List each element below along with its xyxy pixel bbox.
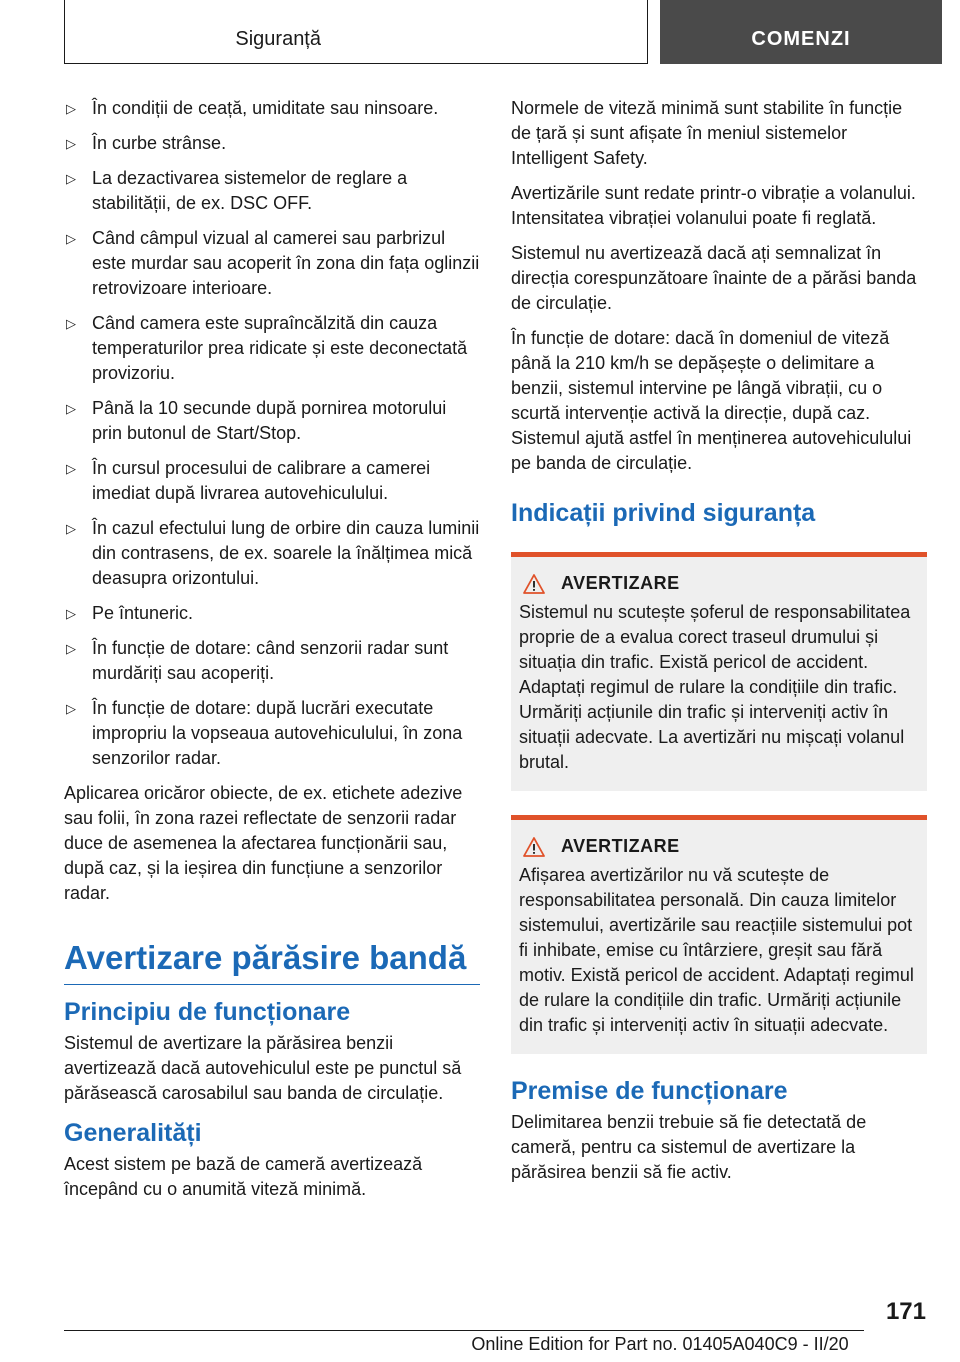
- list-item-text: Pe întuneric.: [92, 603, 194, 623]
- list-item: [64, 516, 480, 591]
- footer-divider: [64, 1330, 864, 1331]
- triangle-bullet-icon: ▷: [66, 231, 76, 246]
- list-item: [64, 696, 480, 771]
- list-item: [64, 601, 480, 626]
- paragraph: Sistemul nu avertizează dacă ați semnalizat în direcția corespunzătoare înainte de a părăsi banda de circulație.: [511, 243, 917, 313]
- triangle-bullet-icon: ▷: [66, 401, 76, 416]
- edition-link[interactable]: Online Edition for Part no. 01405A040C9 - II/20: [471, 1334, 849, 1354]
- warning-text: Sistemul nu scutește șoferul de responsabilitatea proprie de a evalua corect traseul drumului și situația din trafic. Există pericol de accident. Adaptați regimul de rulare la condițiile din trafic. Urmăriți acțiunile din trafic și interveniți activ în situații adecvate. La avertizări nu mișcați volanul brutal.: [519, 602, 911, 772]
- list-item-text: În funcție de dotare: după lucrări executate impropriu la vopseaua autovehiculului, în zona senzorilor radar.: [92, 698, 463, 768]
- general-paragraph: Acest sistem pe bază de cameră avertizează începând cu o anumită viteză minimă.: [64, 1154, 423, 1199]
- list-item: [64, 311, 480, 386]
- triangle-bullet-icon: ▷: [66, 101, 76, 116]
- triangle-bullet-icon: ▷: [66, 606, 76, 621]
- list-item: [64, 456, 480, 506]
- list-item-text: În curbe strânse.: [92, 133, 227, 153]
- paragraph: Avertizările sunt redate printr-o vibrație a volanului. Intensitatea vibrației volanului poate fi reglată.: [511, 183, 916, 228]
- warning-triangle-icon: [523, 574, 545, 594]
- objects-paragraph: Aplicarea oricăror obiecte, de ex. etichete adezive sau folii, în zona razei reflectate de senzorii radar duce de asemenea la afectarea funcționării sau, după caz, și la ieșirea din funcțiune a senzorilor radar.: [64, 783, 463, 903]
- subheading-safety: Indicații privind siguranța: [511, 499, 816, 527]
- warning-title-text: AVERTIZARE: [561, 836, 680, 856]
- list-item-text: Când camera este supraîncălzită din cauza temperaturilor prea ridicate și este deconectată provizoriu.: [92, 313, 468, 383]
- premises-paragraph: Delimitarea benzii trebuie să fie detectată de cameră, pentru ca sistemul de avertizare la părăsirea benzii să fie activ.: [511, 1112, 867, 1182]
- triangle-bullet-icon: ▷: [66, 171, 76, 186]
- triangle-bullet-icon: ▷: [66, 316, 76, 331]
- paragraph: În funcție de dotare: dacă în domeniul de viteză până la 210 km/h se depășește o delimitare a benzii, sistemul intervine pe lângă vibrații, cu o scurtă intervenție activă la direcție, după caz. Sistemul ajută astfel în menținerea autovehiculului pe banda de circulație.: [511, 328, 912, 473]
- list-item: [64, 636, 480, 686]
- warning-title-text: AVERTIZARE: [561, 573, 680, 593]
- triangle-bullet-icon: ▷: [66, 136, 76, 151]
- list-item: [64, 166, 480, 216]
- left-column: [64, 96, 480, 1212]
- page-number: 171: [885, 1298, 926, 1325]
- list-item-text: Până la 10 secunde după pornirea motorului prin butonul de Start/Stop.: [92, 398, 447, 443]
- triangle-bullet-icon: ▷: [66, 701, 76, 716]
- right-column: [511, 96, 927, 1195]
- list-item: [64, 396, 480, 446]
- warning-box: [511, 815, 927, 1054]
- triangle-bullet-icon: ▷: [66, 521, 76, 536]
- list-item-text: Când câmpul vizual al camerei sau parbrizul este murdar sau acoperit în zona din fața oglinzii retrovizoare interioare.: [92, 228, 480, 298]
- list-item-text: În cursul procesului de calibrare a camerei imediat după livrarea autovehiculului.: [92, 458, 431, 503]
- list-item: [64, 226, 480, 301]
- list-item-text: În cazul efectului lung de orbire din cauza luminii din contrasens, de ex. soarele la înălțimea mică deasupra orizontului.: [92, 518, 480, 588]
- list-item: [64, 131, 480, 156]
- principle-paragraph: Sistemul de avertizare la părăsirea benzii avertizează dacă autovehiculul este pe punctul să părăsească carosabilul sau banda de circulație.: [64, 1033, 462, 1103]
- warning-box: [511, 552, 927, 791]
- section-heading: Avertizare părăsire bandă: [64, 938, 480, 985]
- list-item-text: În condiții de ceață, umiditate sau ninsoare.: [92, 98, 439, 118]
- header-frame: [64, 0, 648, 64]
- triangle-bullet-icon: ▷: [66, 641, 76, 656]
- subheading-general: Generalități: [64, 1119, 202, 1147]
- triangle-bullet-icon: ▷: [66, 461, 76, 476]
- list-item: [64, 96, 480, 121]
- section-title: Siguranță: [235, 28, 321, 50]
- paragraph: Normele de viteză minimă sunt stabilite în funcție de țară și sunt afișate în meniul sistemelor Intelligent Safety.: [511, 98, 903, 168]
- warning-text: Afișarea avertizărilor nu vă scutește de responsabilitatea personală. Din cauza limitelor sistemului, avertizările sau reacțiile sistemului pot fi inhibate, emise cu întârziere, greșit sau fără motiv. Există pericol de accident. Adaptați regimul de rulare la condițiile din trafic. Urmăriți acțiunile din trafic și interveniți activ în situații adecvate.: [519, 865, 914, 1035]
- chapter-tab[interactable]: COMENZI: [660, 0, 942, 64]
- list-item-text: În funcție de dotare: când senzorii radar sunt murdăriți sau acoperiți.: [92, 638, 449, 683]
- subheading-principle: Principiu de funcționare: [64, 998, 351, 1026]
- warning-title: [519, 836, 919, 857]
- list-item-text: La dezactivarea sistemelor de reglare a stabilității, de ex. DSC OFF.: [92, 168, 408, 213]
- subheading-premises: Premise de funcționare: [511, 1077, 788, 1105]
- warning-title: [519, 573, 919, 594]
- warning-triangle-icon: [523, 837, 545, 857]
